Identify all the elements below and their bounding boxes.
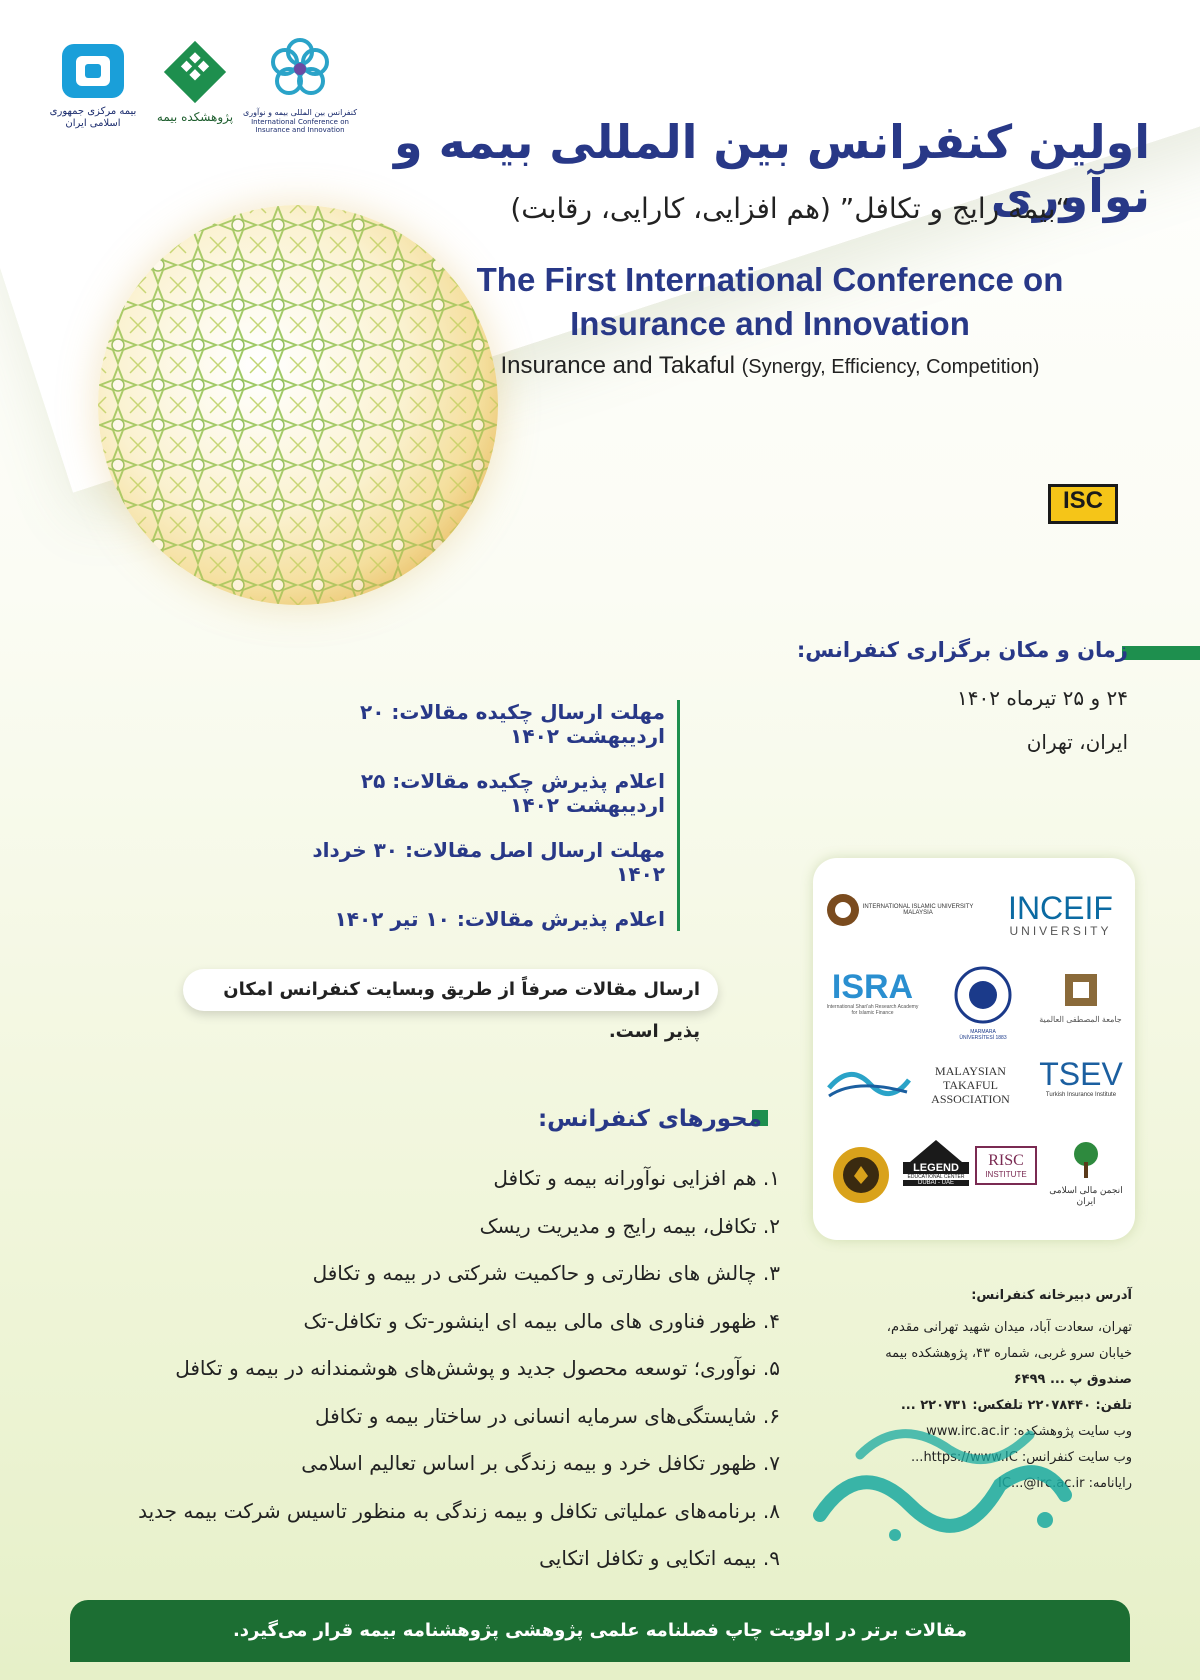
title-persian: اولین کنفرانس بین المللی بیمه و نوآوری [394,115,1150,223]
deadline-item: مهلت ارسال چکیده مقالات: ۲۰ اردیبهشت ۱۴۰۲ [360,700,665,748]
marmara-seal-icon [954,966,1012,1024]
deadline-item: اعلام پذیرش چکیده مقالات: ۲۵ اردیبهشت ۱۴۰۲ [360,769,665,817]
axis-item: ۴. ظهور فناوری های مالی بیمه ای اینشور-تک و تکافل-تک [303,1308,780,1333]
gold-medal-icon [826,1140,896,1210]
axis-item: ۱. هم افزایی نوآورانه بیمه و تکافل [493,1166,780,1190]
risc-institute-logo: RISC INSTITUTE [975,1146,1037,1185]
axis-item: ۲. تکافل، بیمه رایج و مدیریت ریسک [479,1213,780,1238]
isra-logo: ISRA International Shari'ah Research Academy for Islamic Finance [826,968,919,1016]
address-line: صندوق پ ... ۶۴۹۹ [1013,1372,1132,1387]
venue-section [708,638,1128,774]
subtitle-english-small: (Synergy, Efficiency, Competition) [741,356,1040,378]
deadline-item: اعلام پذیرش مقالات: ۱۰ تیر ۱۴۰۲ [334,907,665,931]
legend-educational-center-logo: LEGEND EDUCATIONAL CENTER DUBAI - UAE [903,1140,969,1186]
venue-green-bar [1122,646,1200,660]
subtitle-persian: “بیمه رایج و تکافل” (هم افزایی، کارایی، رقابت) [510,192,1070,225]
address-line: خیابان سرو غربی، شماره ۴۳، پژوهشکده بیمه [885,1346,1132,1361]
address-phone: تلفن: ۲۲۰۷۸۴۴۰ تلفکس: ۲۲۰۷۳۱ ... [900,1398,1132,1413]
iium-emblem-icon [825,892,861,928]
mustafa-university-logo: جامعة المصطفی العالمیة [1033,970,1128,1024]
conference-flower-icon [265,34,335,104]
iium-logo: INTERNATIONAL ISLAMIC UNIVERSITY MALAYSIA [825,892,975,928]
axis-item: ۶. شایستگی‌های سرمایه انسانی در ساختار بیمه و تکافل [315,1403,780,1428]
central-insurance-logo [38,40,148,130]
footer-banner: مقالات برتر در اولویت چاپ فصلنامه علمی پژوهشی پژوهشنامه بیمه قرار می‌گیرد. [70,1600,1130,1662]
subtitle-english-main: Insurance and Takaful [500,352,735,379]
isc-badge: ISC [1048,484,1118,524]
iran-islamic-finance-association-logo: انجمن مالی اسلامی ایران [1043,1140,1129,1207]
mustafa-emblem-icon [1061,970,1101,1010]
axes-heading: محورهای کنفرانس: [537,1106,762,1132]
venue-heading: زمان و مکان برگزاری کنفرانس: [796,638,1128,662]
address-heading: آدرس دبیرخانه کنفرانس: [971,1288,1132,1303]
submission-note: ارسال مقالات صرفاً از طریق وبسایت کنفرانس امکان پذیر است. [183,969,718,1011]
deadline-item: مهلت ارسال اصل مقالات: ۳۰ خرداد ۱۴۰۲ [312,838,665,886]
address-conference-link[interactable]: وب سایت کنفرانس: https://www.IC... [911,1450,1132,1465]
watermark-script-icon [800,1395,1080,1555]
takaful-wave-logo [823,1058,913,1107]
address-website-link[interactable]: وب سایت پژوهشکده: www.irc.ac.ir [926,1424,1132,1439]
axis-item: ۵. نوآوری؛ توسعه محصول جدید و پوشش‌های هوشمندانه در بیمه و تکافل [175,1356,780,1380]
axis-item: ۸. برنامه‌های عملیاتی تکافل و بیمه زندگی به منظور تاسیس شرکت بیمه جدید [138,1498,780,1523]
research-institute-logo [150,38,240,124]
axes-list [70,1155,780,1583]
title-english-line2: Insurance and Innovation [570,305,970,342]
malaysian-takaful-association-logo: MALAYSIAN TAKAFUL ASSOCIATION [931,1064,1010,1106]
tsev-logo: TSEV Turkish Insurance Institute [1039,1056,1123,1098]
central-insurance-caption: بیمه مرکزی جمهوری اسلامی ایران [49,106,137,129]
central-insurance-emblem-icon [58,40,128,102]
axis-item: ۹. بیمه اتکایی و تکافل اتکایی [539,1546,780,1570]
research-institute-emblem-icon [161,38,229,106]
medal-logo [821,1140,901,1215]
wave-icon [825,1058,911,1102]
research-institute-caption: پژوهشکده بیمه [156,110,234,124]
axis-item: ۷. ظهور تکافل خرد و بیمه زندگی بر اساس تعالیم اسلامی [301,1451,780,1475]
watermark-logo [800,1395,1080,1555]
title-english-line1: The First International Conference on [476,261,1064,298]
address-email-link[interactable]: رایانامه: IC...@irc.ac.ir [998,1476,1132,1491]
subtitle-english [430,352,1110,380]
partners-panel [813,858,1135,1240]
conference-caption-en: International Conference on Insurance and Innovation [251,117,349,134]
title-english [430,258,1110,346]
tree-icon [1063,1140,1109,1180]
inceif-logo: INCEIF UNIVERSITY [1008,890,1113,938]
axis-item: ۳. چالش های نظارتی و حاکمیت شرکتی در بیمه و تکافل [312,1261,780,1285]
marmara-logo: MARMARA ÜNİVERSİTESİ 1883 [953,966,1013,1041]
deadlines-list [260,700,680,931]
venue-date: ۲۴ و ۲۵ تیرماه ۱۴۰۲ [957,686,1128,710]
venue-place: ایران، تهران [1026,730,1128,754]
address-line: تهران، سعادت آباد، میدان شهید تهرانی مقدم، [886,1320,1132,1335]
conference-caption-fa: کنفرانس بین المللی بیمه و نوآوری [242,108,357,117]
